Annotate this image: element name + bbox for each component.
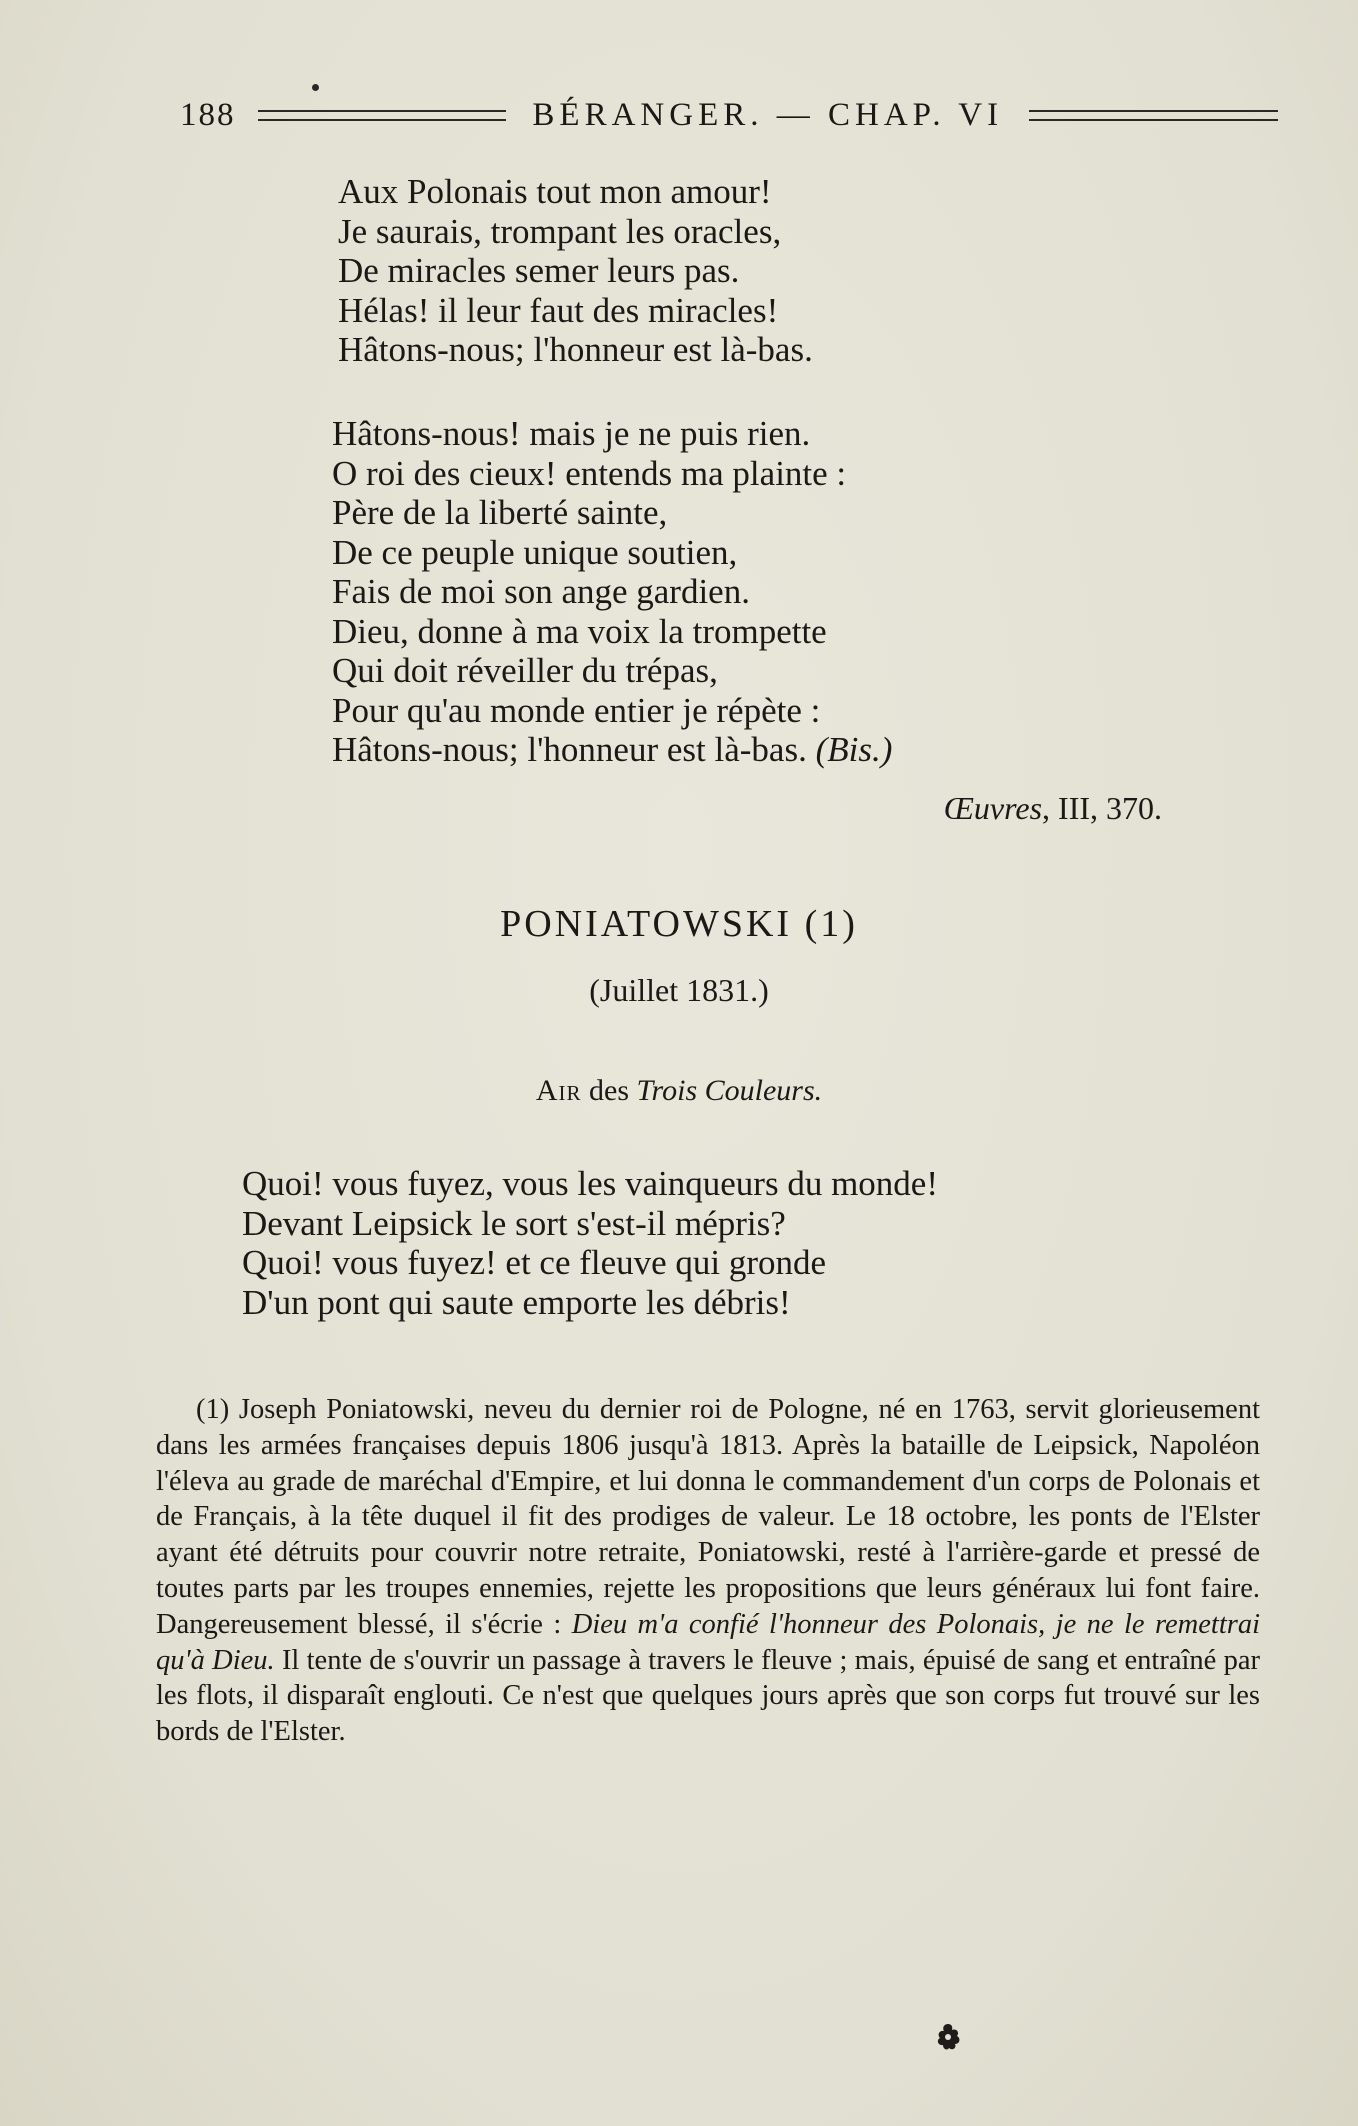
- stanza-1: [338, 172, 813, 370]
- verse-line: De ce peuple unique soutien,: [332, 532, 738, 572]
- verse-line: Hâtons-nous! mais je ne puis rien.: [332, 414, 811, 453]
- verse-line: Fais de moi son ange gardien.: [332, 572, 750, 611]
- refrain-mark: (Bis.): [815, 730, 893, 769]
- header-rule-right: [1029, 110, 1278, 121]
- verse-line: Je saurais, trompant les oracles,: [338, 211, 782, 251]
- song-title: PONIATOWSKI (1): [500, 903, 858, 945]
- verse-text: Hâtons-nous; l'honneur est là-bas.: [332, 730, 807, 769]
- verse-line: Devant Leipsick le sort s'est-il mépris?: [242, 1203, 786, 1243]
- footnote-text: (1) Joseph Poniatowski, neveu du dernier roi de Pologne, né en 1763, servit glorieusement dans les armées françaises depuis 1806 jusqu'à 1813. Après la bataille de Leipsick, Napoléon l'éleva au grade de maréchal d'Empire, et lui donna le commandement d'un corps de Polonais et de Français, à la tête duquel il fit des prodiges de valeur. Le 18 octobre, les ponts de l'Elster ayant été détruits pour couvrir notre retraite, Poniatowski, resté à l'arrière-garde et pressé de toutes parts par les troupes ennemies, rejette les propositions que leurs généraux lui font faire. Dangereusement blessé, il s'écrie :: [156, 1394, 1260, 1640]
- air-mid: des: [581, 1074, 637, 1107]
- verse-line: Quoi! vous fuyez! et ce fleuve qui gronde: [242, 1243, 827, 1282]
- verse-line: Hâtons-nous; l'honneur est là-bas.: [338, 330, 813, 369]
- footnote-text-end: Il tente de s'ouvrir un passage à travers le fleuve ; mais, épuisé de sang et entraîné par les flots, il disparaît englouti. Ce n'est que quelques jours après que son corps fut trouvé sur les bords de l'Elster.: [156, 1644, 1260, 1748]
- air-prefix: Air: [535, 1074, 582, 1107]
- verse-line: Qui doit réveiller du trépas,: [332, 651, 718, 690]
- printer-ornament-icon: [934, 2022, 962, 2052]
- source-ref: , III, 370.: [1042, 790, 1162, 826]
- song-date: (Juillet 1831.): [589, 972, 769, 1008]
- running-title: BÉRANGER. — CHAP. VI: [532, 96, 1004, 133]
- song-air: [0, 1074, 1358, 1108]
- verse-line: Quoi! vous fuyez, vous les vainqueurs du monde!: [242, 1164, 938, 1203]
- source-work: Œuvres: [943, 790, 1043, 826]
- verse-line: Hélas! il leur faut des miracles!: [338, 290, 779, 330]
- verse-line: Père de la liberté sainte,: [332, 493, 668, 532]
- running-header: [180, 92, 1278, 138]
- page-number: 188: [180, 96, 236, 133]
- verse-line: O roi des cieux! entends ma plainte :: [332, 453, 847, 493]
- stanza-3: [242, 1164, 938, 1322]
- air-name: Trois Couleurs.: [636, 1074, 823, 1107]
- footnote: [156, 1392, 1260, 1750]
- verse-line: De miracles semer leurs pas.: [338, 251, 740, 290]
- stanza-2: [332, 414, 892, 770]
- header-rule-left: [258, 110, 507, 121]
- source-reference: [944, 790, 1162, 827]
- verse-line: Pour qu'au monde entier je répète :: [332, 690, 821, 730]
- footnote-quote: Dieu m'a confié l'honneur des Polonais, je ne le remettrai qu'à Dieu.: [156, 1608, 1260, 1676]
- verse-line: Dieu, donne à ma voix la trompette: [332, 611, 827, 651]
- ink-speck: [312, 84, 319, 91]
- verse-line: D'un pont qui saute emporte les débris!: [242, 1282, 791, 1322]
- verse-line: Aux Polonais tout mon amour!: [338, 172, 772, 211]
- verse-line-last: [332, 730, 892, 770]
